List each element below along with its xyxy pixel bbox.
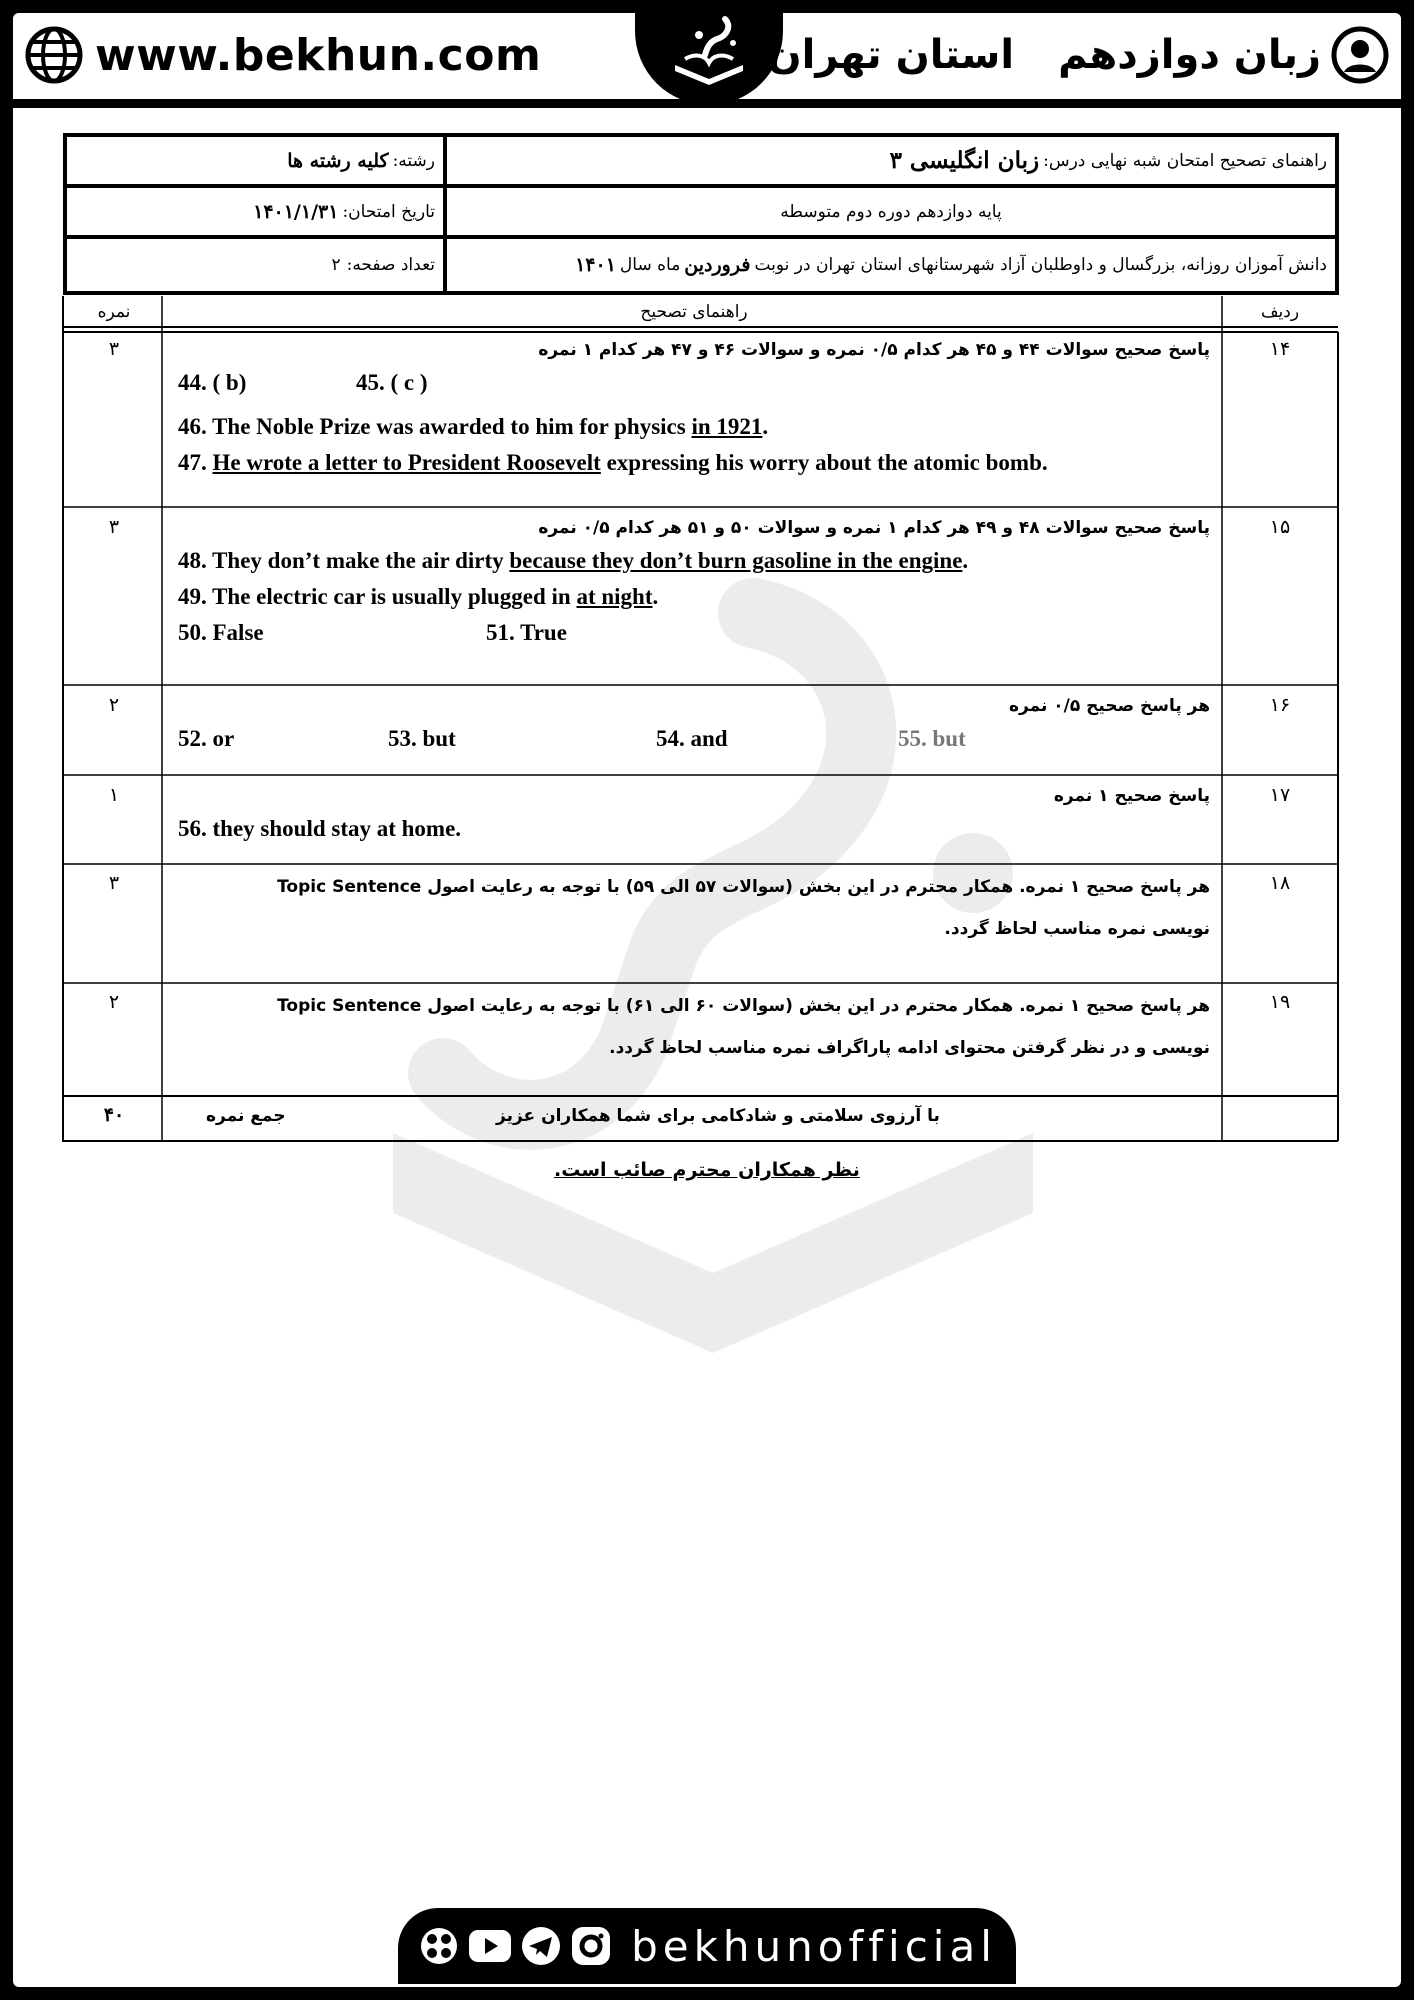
table-row — [62, 332, 1338, 507]
colleague-note: نظر همکاران محترم صائب است. — [554, 1159, 860, 1181]
subject-cell: راهنمای تصحیح امتحان شبه نهایی درس: زبان انگلیسی ۳ — [443, 137, 1335, 184]
pages-cell: تعداد صفحه: ۲ — [331, 255, 435, 275]
user-icon — [1331, 26, 1389, 84]
social-icons — [417, 1924, 613, 1968]
page-heading — [767, 23, 1389, 87]
row-instruction: هر پاسخ صحیح ۰/۵ نمره — [1008, 696, 1210, 716]
answer-56: 56. they should stay at home. — [178, 816, 462, 841]
total-label: جمع نمره — [206, 1106, 286, 1126]
row-instruction: هر پاسخ صحیح ۱ نمره. همکار محترم در این بخش (سوالات ۶۰ الی ۶۱) با توجه به رعایت اصول Topic Sentence — [277, 996, 1210, 1016]
table-row — [62, 510, 1338, 685]
field-value: کلیه رشته ها — [287, 149, 389, 172]
row-number: ۱۹ — [1269, 991, 1291, 1013]
table-row — [62, 866, 1338, 982]
subject-name: زبان انگلیسی ۳ — [889, 147, 1040, 174]
table-row — [62, 688, 1338, 774]
answer-55: 55. but — [898, 726, 966, 751]
info-row-level — [67, 188, 1335, 239]
answer-line — [166, 610, 1222, 654]
header-bar — [13, 13, 1401, 108]
table-row — [62, 778, 1338, 864]
answer-47: 47. He wrote a letter to President Roosevelt expressing his worry about the atomic bomb. — [178, 450, 1048, 475]
telegram-icon[interactable] — [519, 1924, 563, 1968]
row-instruction: هر پاسخ صحیح ۱ نمره. همکار محترم در این بخش (سوالات ۵۷ الی ۵۹) با توجه به رعایت اصول Topic Sentence — [277, 877, 1210, 897]
field-cell: رشته: کلیه رشته ها — [287, 149, 435, 172]
row-instruction-cont: نویسی و در نظر گرفتن محتوای ادامه پاراگراف نمره مناسب لحاظ گردد. — [609, 1038, 1210, 1058]
page-count: ۲ — [331, 255, 341, 275]
row-number: ۱۴ — [1269, 338, 1291, 360]
answer-52: 52. or — [178, 726, 235, 751]
col-header-score: نمره — [97, 302, 131, 322]
globe-icon — [25, 26, 83, 84]
answer-50: 50. False — [178, 620, 264, 645]
row-instruction: پاسخ صحیح ۱ نمره — [1053, 786, 1210, 806]
info-row-students — [67, 239, 1335, 291]
table-header — [62, 296, 1338, 328]
site-link[interactable] — [25, 25, 541, 85]
row-number: ۱۵ — [1269, 516, 1291, 538]
row-guide — [166, 985, 1222, 1095]
exam-year: ۱۴۰۱ — [575, 254, 616, 276]
exam-date: ۱۴۰۱/۱/۳۱ — [253, 200, 339, 223]
answer-49: 49. The electric car is usually plugged in at night. — [178, 584, 659, 609]
row-number: ۱۸ — [1269, 872, 1291, 894]
row-score: ۱ — [108, 784, 120, 806]
row-score: ۳ — [108, 872, 120, 894]
total-row — [62, 1098, 1338, 1142]
answer-51: 51. True — [486, 620, 567, 645]
youtube-icon[interactable] — [467, 1924, 513, 1968]
row-instruction-cont: نویسی نمره مناسب لحاظ گردد. — [944, 919, 1210, 939]
answer-line — [166, 716, 1222, 760]
table-row — [62, 985, 1338, 1095]
info-row-subject — [67, 137, 1335, 188]
row-instruction: پاسخ صحیح سوالات ۴۸ و ۴۹ هر کدام ۱ نمره و سوالات ۵۰ و ۵۱ هر کدام ۰/۵ نمره — [538, 518, 1210, 538]
row-number: ۱۶ — [1269, 694, 1291, 716]
answer-44: 44. ( b) — [178, 370, 247, 395]
answer-53: 53. but — [388, 726, 456, 751]
closing-wish: با آرزوی سلامتی و شادکامی برای شما همکاران عزیز — [496, 1106, 940, 1126]
answer-48: 48. They don’t make the air dirty because they don’t burn gasoline in the engine. — [178, 548, 969, 573]
social-bar — [398, 1908, 1016, 1984]
col-header-guide: راهنمای تصحیح — [640, 302, 748, 322]
exam-info-table — [63, 133, 1339, 295]
aparat-icon[interactable] — [417, 1924, 461, 1968]
row-number: ۱۷ — [1269, 784, 1291, 806]
row-guide — [166, 688, 1222, 774]
page — [13, 13, 1401, 1987]
row-guide — [166, 510, 1222, 685]
col-header-radif: ردیف — [1260, 302, 1300, 322]
level-cell: پایه دوازدهم دوره دوم متوسطه — [443, 188, 1335, 235]
row-guide — [166, 778, 1222, 864]
row-score: ۲ — [108, 694, 120, 716]
brand-logo — [635, 13, 783, 105]
site-url: www.bekhun.com — [95, 29, 542, 81]
row-guide — [166, 866, 1222, 982]
students-cell: دانش آموزان روزانه، بزرگسال و داوطلبان آزاد شهرستانهای استان تهران در نوبت فروردین ماه سال ۱۴۰۱ — [443, 239, 1335, 291]
row-score: ۳ — [108, 516, 120, 538]
exam-month: فروردین — [684, 254, 751, 276]
instagram-icon[interactable] — [569, 1924, 613, 1968]
row-score: ۳ — [108, 338, 120, 360]
book-logo-icon — [655, 13, 763, 91]
answer-46: 46. The Noble Prize was awarded to him for physics in 1921. — [178, 414, 769, 439]
total-score: ۴۰ — [103, 1104, 125, 1126]
row-score: ۲ — [108, 991, 120, 1013]
social-handle[interactable]: bekhunofficial — [631, 1921, 997, 1971]
answer-45: 45. ( c ) — [356, 370, 428, 395]
answer-line — [166, 360, 1222, 404]
row-instruction: پاسخ صحیح سوالات ۴۴ و ۴۵ هر کدام ۰/۵ نمره و سوالات ۴۶ و ۴۷ هر کدام ۱ نمره — [538, 340, 1210, 360]
total-guide — [166, 1098, 1222, 1142]
heading-grade-subject: زبان دوازدهم — [1058, 32, 1321, 78]
row-guide — [166, 332, 1222, 507]
heading-province: استان تهران — [767, 32, 1015, 78]
date-cell: تاریخ امتحان: ۱۴۰۱/۱/۳۱ — [253, 200, 435, 223]
answer-54: 54. and — [656, 726, 728, 751]
